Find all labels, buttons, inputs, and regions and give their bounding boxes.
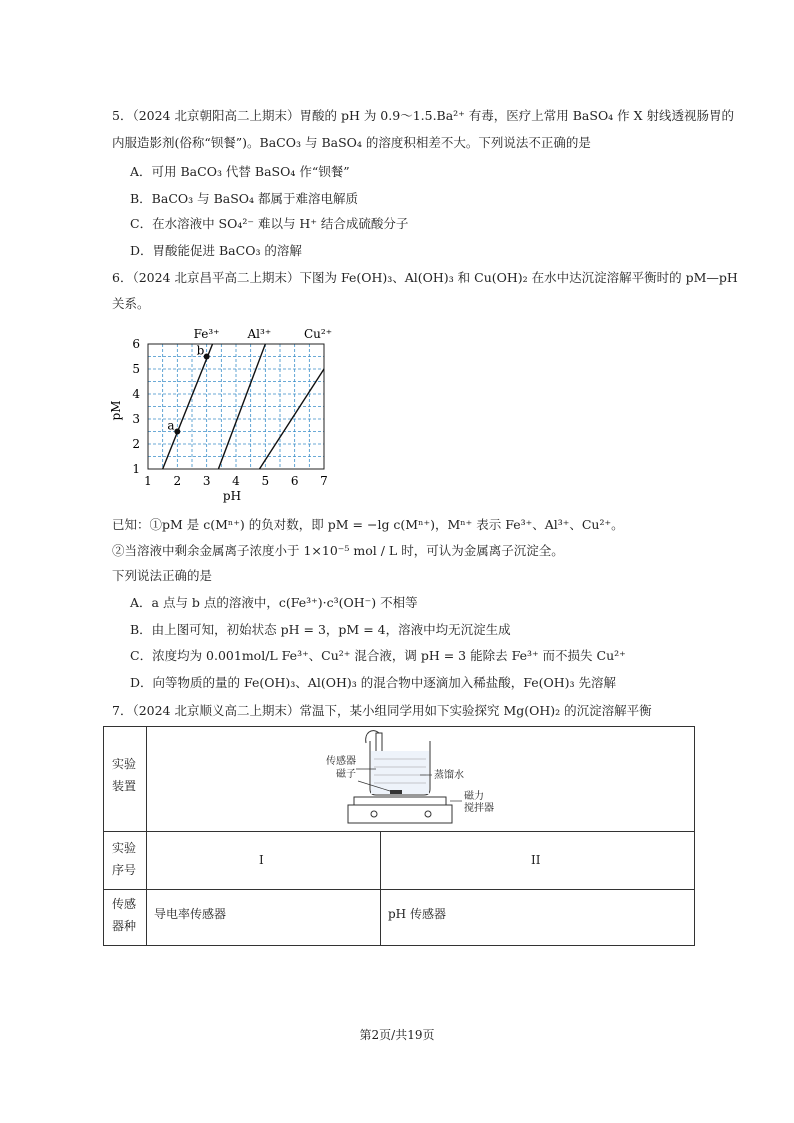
- experiment-1-sensor: 导电率传感器: [154, 907, 227, 921]
- annotation-point: [174, 429, 180, 435]
- x-tick-label: 2: [173, 474, 182, 488]
- x-tick-label: 1: [144, 474, 152, 488]
- q5-option-c: C．在水溶液中 SO₄²⁻ 难以与 H⁺ 结合成硫酸分子: [130, 216, 409, 231]
- q6-option-c: C．浓度均为 0.001mol/L Fe³⁺、Cu²⁺ 混合液，调 pH = 3 能除去 Fe³⁺ 而不损失 Cu²⁺: [130, 648, 626, 663]
- series-label: Fe³⁺: [193, 327, 220, 341]
- y-axis-label: pM: [109, 400, 123, 421]
- sensor-label-diagram: 传感器: [326, 756, 356, 767]
- x-tick-label: 7: [320, 474, 328, 488]
- page-footer: 第2页/共19页: [359, 1028, 435, 1042]
- q5-option-b: B．BaCO₃ 与 BaSO₄ 都属于难溶电解质: [130, 191, 359, 206]
- x-tick-label: 6: [290, 474, 299, 488]
- sequence-row: [104, 831, 694, 890]
- annotation-point: [204, 354, 210, 360]
- water-label: 蒸馏水: [434, 770, 464, 781]
- q7-intro: 7．（2024 北京顺义高二上期末）常温下，某小组同学用如下实验探究 Mg(OH)₂ 的沉淀溶解平衡: [112, 703, 652, 718]
- q6-known2: ②当溶液中剩余金属离子浓度小于 1×10⁻⁵ mol / L 时，可认为金属离子沉淀全。: [112, 543, 564, 558]
- pm-ph-chart: [108, 322, 368, 504]
- sensor-label: 传感 器种: [112, 897, 137, 933]
- chart-annotations: [167, 344, 209, 435]
- series-label: Cu²⁺: [303, 327, 333, 341]
- y-tick-label: 5: [132, 362, 140, 376]
- y-tick-labels: [132, 337, 140, 476]
- experiment-table: [103, 726, 695, 946]
- annotation-label: a: [167, 418, 175, 433]
- q6-option-b: B．由上图可知，初始状态 pH = 3，pM = 4，溶液中均无沉淀生成: [130, 622, 511, 637]
- y-tick-label: 3: [132, 412, 140, 426]
- x-tick-labels: [144, 474, 328, 488]
- y-tick-label: 4: [132, 387, 140, 401]
- experiment-2-header: II: [531, 853, 541, 867]
- q6-ask: 下列说法正确的是: [112, 568, 213, 583]
- x-tick-label: 5: [261, 474, 270, 488]
- x-tick-label: 3: [202, 474, 211, 488]
- q6-option-d: D．向等物质的量的 Fe(OH)₃、Al(OH)₃ 的混合物中逐滴加入稀盐酸，Fe(OH)₃ 先溶解: [130, 675, 616, 690]
- q6-line2: 关系。: [112, 296, 150, 311]
- chart-series: [163, 327, 332, 469]
- magnet-label: 磁子: [336, 769, 356, 780]
- x-tick-label: 4: [232, 474, 240, 488]
- q6-option-a: A．a 点与 b 点的溶液中，c(Fe³⁺)·c³(OH⁻) 不相等: [130, 595, 418, 610]
- series-label: Al³⁺: [247, 327, 272, 341]
- q5-line2: 内服造影剂(俗称“钡餐”)。BaCO₃ 与 BaSO₄ 的溶度积相差不大。下列说法不正确的是: [112, 135, 591, 150]
- x-axis-label: pH: [222, 489, 242, 503]
- q6-known1: 已知：①pM 是 c(Mⁿ⁺) 的负对数，即 pM = −lg c(Mⁿ⁺)，Mⁿ⁺ 表示 Fe³⁺、Al³⁺、Cu²⁺。: [112, 517, 624, 532]
- q5-option-d: D．胃酸能促进 BaCO₃ 的溶解: [130, 243, 302, 258]
- y-tick-label: 6: [132, 337, 140, 351]
- experiment-1-header: I: [259, 853, 264, 867]
- y-tick-label: 1: [132, 462, 140, 476]
- chart-grid: [148, 344, 324, 469]
- annotation-label: b: [196, 343, 205, 358]
- sequence-label: 实验 序号: [112, 841, 137, 877]
- apparatus-label: 实验 装置: [112, 757, 137, 793]
- stirrer-label: 磁力 搅拌器: [464, 791, 494, 814]
- experiment-2-sensor: pH 传感器: [388, 907, 446, 921]
- q5-option-a: A．可用 BaCO₃ 代替 BaSO₄ 作“钡餐”: [130, 164, 350, 179]
- q6-line1: 6．（2024 北京昌平高二上期末）下图为 Fe(OH)₃、Al(OH)₃ 和 Cu(OH)₂ 在水中达沉淀溶解平衡时的 pM—pH: [112, 270, 738, 285]
- q5-line1: 5．（2024 北京朝阳高二上期末）胃酸的 pH 为 0.9～1.5.Ba²⁺ 有毒，医疗上常用 BaSO₄ 作 X 射线透视肠胃的: [112, 108, 735, 123]
- y-tick-label: 2: [132, 437, 140, 451]
